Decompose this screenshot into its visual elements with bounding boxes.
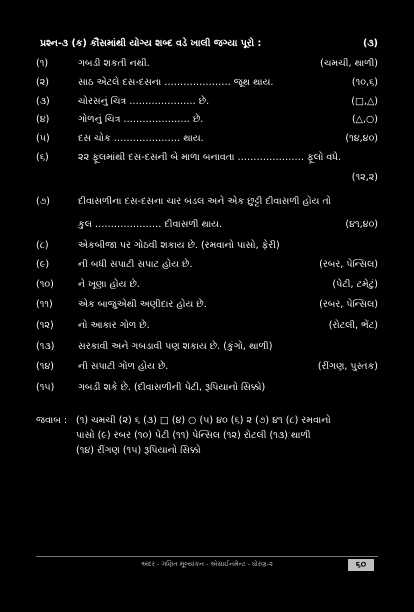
answer-line-2: પાસો (૯) રબર (૧૦) પેટી (૧૧) પેન્સિલ (૧૨) રોટલી (૧૩) થાળી	[76, 430, 311, 441]
question-number: (૮)	[36, 240, 49, 251]
question-header	[40, 38, 378, 52]
question-row	[0, 320, 414, 334]
question-number: (૧૫)	[36, 382, 55, 393]
question-number: (૭)	[36, 196, 51, 207]
question-text: ની સપાટી ગોળ હોય છે.	[78, 361, 169, 372]
question-number: (૯)	[36, 259, 50, 270]
footer-divider	[36, 556, 378, 557]
question-marks: (૩)	[362, 38, 378, 49]
answer-options: (૧૨,૨)	[351, 172, 378, 183]
answer-options: (△,○)	[351, 114, 378, 125]
question-number: (૧)	[36, 58, 49, 69]
question-row	[0, 58, 414, 72]
question-text: ગબડી શકે છે. (દીવાસળીની પેટી, રૂપિયાનો સિક્કો)	[78, 382, 266, 393]
question-row	[0, 341, 414, 355]
question-text: દીવાસળીના દસ-દસના ચાર બંડલ અને એક છુટ્ટી દીવાસળી હોય તો	[78, 196, 332, 207]
question-number: (૪)	[36, 114, 50, 125]
question-number: (૧૪)	[36, 361, 54, 372]
question-text: ની બધી સપાટી સપાટ હોય છે.	[78, 259, 193, 270]
question-text: ગોળનું ચિત્ર ………………… છે.	[78, 114, 204, 125]
question-number: (૩)	[36, 96, 50, 107]
page-number: ૬૦	[348, 559, 374, 571]
question-number: (૧૧)	[36, 299, 53, 310]
question-number: (૧૦)	[36, 279, 54, 290]
answer-options: (પેટી, ટમેટું)	[332, 279, 378, 290]
question-row	[0, 172, 414, 186]
question-title: પ્રશ્ન-૩ (ક) કૌંસમાંથી યોગ્ય શબ્દ વડે ખાલી જગ્યા પૂરો :	[40, 38, 262, 49]
answer-options: (રીંગણ, પુસ્તક)	[317, 361, 378, 372]
answer-line-3: (૧૪) રીંગણ (૧૫) રૂપિયાનો સિક્કો	[76, 445, 201, 456]
answer-options: (રોટલી, ભેંટ)	[328, 320, 378, 331]
question-text: ગબડી શકતી નથી.	[78, 58, 150, 69]
question-row	[0, 219, 414, 233]
question-text: સાઠ એટલે દસ-દસના ………………… જૂથ થાય.	[78, 77, 274, 88]
footer-text: અંદર - ગણિત મૂલ્યાંકન - એસાઈનમેન્ટ - ધોરણ-૨	[141, 560, 273, 568]
answer-options: (□,△)	[351, 96, 378, 107]
question-number: (૧૨)	[36, 320, 54, 331]
question-row	[0, 133, 414, 147]
question-text: દસ ચોક ………………… થાય.	[78, 133, 204, 144]
answer-options: (૧૪,૪૦)	[345, 133, 378, 144]
question-text: ચોરસનું ચિત્ર ………………… છે.	[78, 96, 210, 107]
question-row	[0, 299, 414, 313]
answer-options: (ચમચી, થાળી)	[320, 58, 378, 69]
question-row	[0, 240, 414, 254]
answer-options: (૪૧,૪૦)	[345, 219, 378, 230]
question-number: (૧૩)	[36, 341, 55, 352]
question-text: કુલ ………………… દીવાસળી થાય.	[78, 219, 222, 230]
question-text: એકબીજા પર ગોઠવી શકાય છે. (રમવાનો પાસો, ફેરી)	[78, 240, 280, 251]
question-number: (૨)	[36, 77, 49, 88]
question-text: ને ખૂણા હોય છે.	[78, 279, 140, 290]
question-row	[0, 382, 414, 396]
question-row	[0, 152, 414, 166]
question-row	[0, 96, 414, 110]
question-row	[0, 361, 414, 375]
question-text: નો આકાર ગોળ છે.	[78, 320, 150, 331]
question-text: ૨૨ ફૂલમાંથી દસ-દસની બે માળા બનાવતા ………………… ફૂલો વધે.	[78, 152, 342, 163]
question-number: (૫)	[36, 133, 50, 144]
question-row	[0, 259, 414, 273]
answer-options: (૧૦,૬)	[351, 77, 378, 88]
question-row	[0, 196, 414, 210]
answer-options: (રબર, પેન્સિલ)	[319, 259, 378, 270]
question-text: એક બાજુએથી અણીદાર હોય છે.	[78, 299, 207, 310]
question-row	[0, 279, 414, 293]
question-number: (૬)	[36, 152, 49, 163]
question-row	[0, 114, 414, 128]
answer-label: જવાબ :	[36, 415, 68, 426]
question-text: સરકાવી અને ગબડાવી પણ શકાય છે. (કુંગો, થાળી)	[78, 341, 273, 352]
question-row	[0, 77, 414, 91]
answer-line-1: (૧) ચમચી (૨) ૬ (૩) □ (૪) ○ (૫) ૪૦ (૬) ૨ (૭) ૪૧ (૮) રમવાનો	[76, 415, 331, 426]
answer-options: (રબર, પેન્સિલ)	[319, 299, 378, 310]
